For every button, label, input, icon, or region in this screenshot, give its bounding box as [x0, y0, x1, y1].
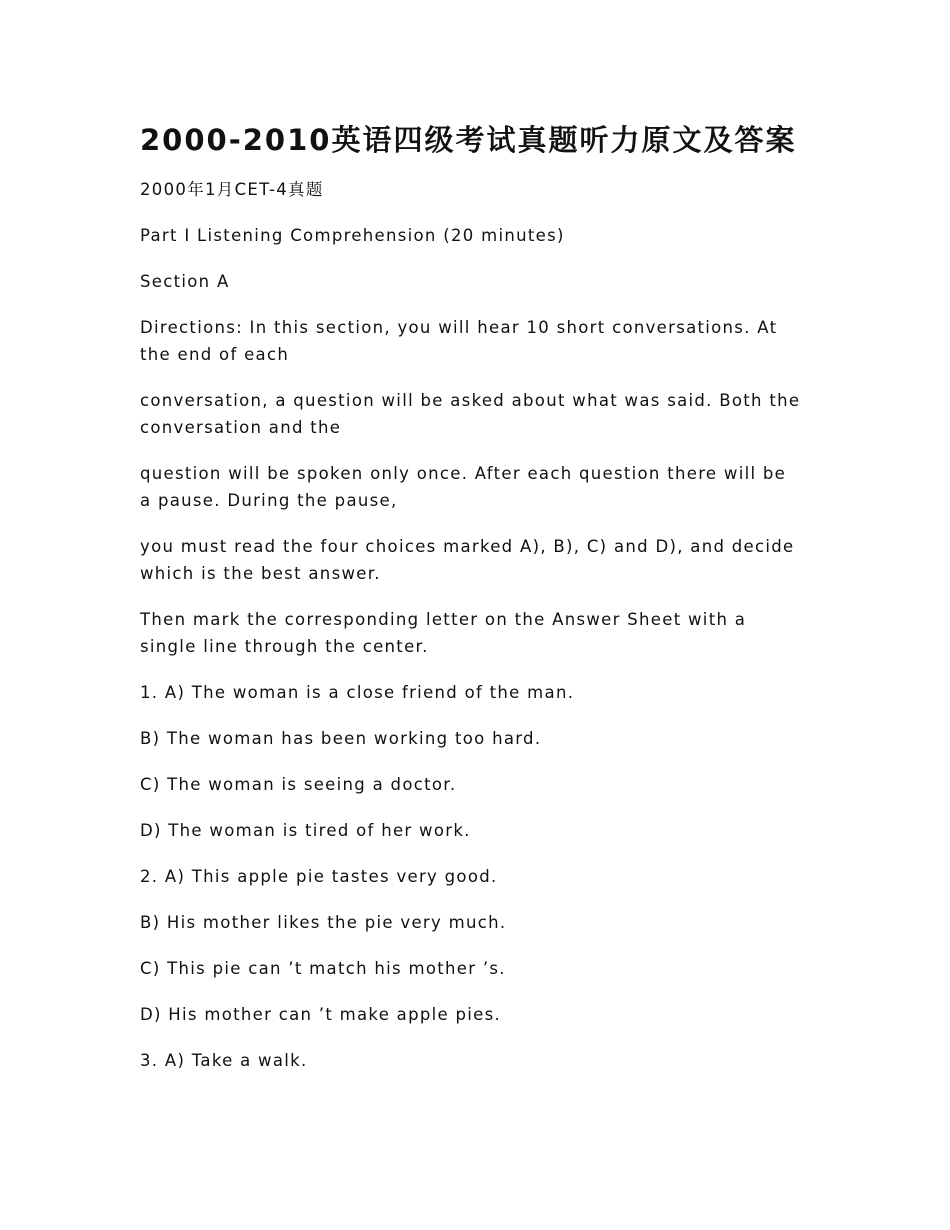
- directions-line: Directions: In this section, you will hear 10 short conversations. At: [140, 318, 778, 337]
- directions-line: a pause. During the pause,: [140, 491, 398, 510]
- document-title: 2000-2010英语四级考试真题听力原文及答案: [140, 123, 797, 157]
- directions-line: question will be spoken only once. After each question there will be: [140, 464, 787, 483]
- directions-line: the end of each: [140, 345, 290, 364]
- question-option: 1. A) The woman is a close friend of the man.: [140, 683, 575, 702]
- document-page: [140, 118, 820, 1093]
- question-option: D) His mother can ’t make apple pies.: [140, 1005, 502, 1024]
- part-heading: Part I Listening Comprehension (20 minutes): [140, 226, 565, 245]
- question-option: 3. A) Take a walk.: [140, 1051, 308, 1070]
- directions-line: conversation, a question will be asked about what was said. Both the: [140, 391, 801, 410]
- question-option: B) His mother likes the pie very much.: [140, 913, 507, 932]
- directions-paragraph: [140, 606, 820, 660]
- directions-paragraph: [140, 460, 820, 514]
- question-option: 2. A) This apple pie tastes very good.: [140, 867, 498, 886]
- question-option: D) The woman is tired of her work.: [140, 821, 471, 840]
- directions-line: you must read the four choices marked A), B), C) and D), and decide: [140, 537, 795, 556]
- question-option: C) The woman is seeing a doctor.: [140, 775, 457, 794]
- exam-subtitle: 2000年1月CET-4真题: [140, 180, 324, 199]
- section-heading: Section A: [140, 272, 230, 291]
- directions-line: which is the best answer.: [140, 564, 381, 583]
- directions-line: conversation and the: [140, 418, 342, 437]
- directions-line: single line through the center.: [140, 637, 429, 656]
- question-option: C) This pie can ’t match his mother ’s.: [140, 959, 506, 978]
- directions-paragraph: [140, 387, 820, 441]
- directions-line: Then mark the corresponding letter on the Answer Sheet with a: [140, 610, 747, 629]
- question-option: B) The woman has been working too hard.: [140, 729, 542, 748]
- directions-paragraph: [140, 314, 820, 368]
- directions-paragraph: [140, 533, 820, 587]
